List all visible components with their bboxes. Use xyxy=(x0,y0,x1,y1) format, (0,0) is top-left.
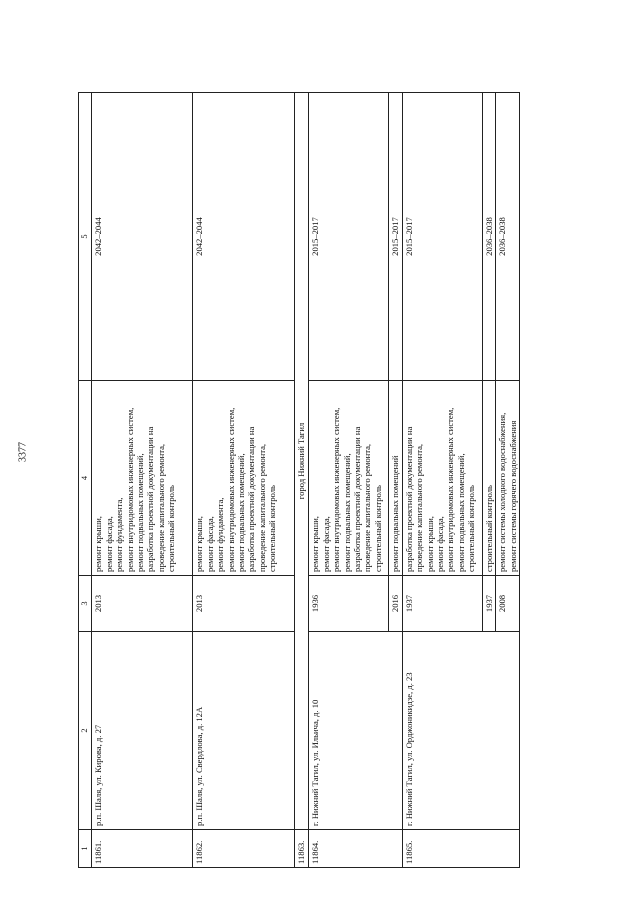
row-works xyxy=(193,381,295,576)
work-line: разработка проектной документации на xyxy=(145,426,156,572)
work-line: ремонт внутридомовых инженерных систем, xyxy=(225,407,236,572)
row-works: строительный контроль xyxy=(482,381,495,576)
work-line: ремонт системы горячего водоснабжения xyxy=(507,420,518,572)
document-table-area xyxy=(78,93,542,868)
work-line: ремонт крыши, xyxy=(424,516,435,572)
work-line: ремонт внутридомовых инженерных систем, xyxy=(445,407,456,572)
row-period: 2042–2044 xyxy=(92,93,193,381)
work-line: ремонт системы холодного водоснабжения, xyxy=(497,412,508,572)
work-line: ремонт фасада, xyxy=(320,516,331,572)
row-year: 2016 xyxy=(389,576,402,632)
table-row-city xyxy=(295,93,309,868)
work-line: ремонт фасада, xyxy=(204,516,215,572)
work-line: ремонт внутридомовых инженерных систем, xyxy=(331,407,342,572)
row-period: 2015–2017 xyxy=(389,93,402,381)
work-line: строительный контроль xyxy=(372,485,383,572)
work-line: ремонт фундамента, xyxy=(114,497,125,572)
row-period: 2015–2017 xyxy=(402,93,482,381)
work-line: строительный контроль xyxy=(267,485,278,572)
row-works xyxy=(92,381,193,576)
header-col-1: 1 xyxy=(79,830,92,868)
header-col-3: 3 xyxy=(79,576,92,632)
row-year: 2013 xyxy=(193,576,295,632)
row-works xyxy=(309,381,389,576)
row-period: 2015–2017 xyxy=(309,93,389,381)
work-line: строительный контроль xyxy=(166,485,177,572)
work-line: проведение капитального ремонта, xyxy=(256,443,267,572)
row-number: 11865. xyxy=(402,830,519,868)
rotated-table-container xyxy=(78,93,542,868)
header-row xyxy=(79,93,92,868)
row-year: 1937 xyxy=(482,576,495,632)
row-address: г. Нижний Тагил, ул. Ильича, д. 10 xyxy=(309,632,402,830)
row-address: г. Нижний Тагил, ул. Орджоникидзе, д. 23 xyxy=(402,632,519,830)
row-number: 11861. xyxy=(92,830,193,868)
row-year: 1937 xyxy=(402,576,482,632)
work-line: разработка проектной документации на xyxy=(352,426,363,572)
row-period: 2042–2044 xyxy=(193,93,295,381)
work-line: ремонт крыши, xyxy=(93,516,104,572)
page-number: 3377 xyxy=(17,442,29,462)
work-line: проведение капитального ремонта, xyxy=(362,443,373,572)
work-line: ремонт фасада, xyxy=(435,516,446,572)
work-line: ремонт подвальных помещений, xyxy=(341,453,352,572)
row-period: 2036–2038 xyxy=(496,93,520,381)
header-col-4: 4 xyxy=(79,381,92,576)
row-address: р.п. Шаля, ул. Кирова, д. 27 xyxy=(92,632,193,830)
header-col-2: 2 xyxy=(79,632,92,830)
work-line: ремонт фундамента, xyxy=(215,497,226,572)
table-row xyxy=(402,93,482,868)
row-number: 11864. xyxy=(309,830,402,868)
work-line: ремонт крыши, xyxy=(310,516,321,572)
work-line: ремонт подвальных помещений, xyxy=(455,453,466,572)
capital-repair-table xyxy=(78,92,520,868)
work-line: ремонт фасада, xyxy=(103,516,114,572)
work-line: разработка проектной документации на xyxy=(403,426,414,572)
table-row xyxy=(193,93,295,868)
work-line: проведение капитального ремонта, xyxy=(155,443,166,572)
work-line: разработка проектной документации на xyxy=(246,426,257,572)
work-line: ремонт подвальных помещений, xyxy=(135,453,146,572)
row-works: ремонт подвальных помещений xyxy=(389,381,402,576)
row-period: 2036–2038 xyxy=(482,93,495,381)
row-year: 2008 xyxy=(496,576,520,632)
work-line: ремонт внутридомовых инженерных систем, xyxy=(124,407,135,572)
row-works xyxy=(402,381,482,576)
work-line: строительный контроль xyxy=(466,485,477,572)
work-line: ремонт крыши, xyxy=(194,516,205,572)
row-year: 1936 xyxy=(309,576,389,632)
row-number: 11863. xyxy=(295,830,309,868)
work-line: проведение капитального ремонта, xyxy=(414,443,425,572)
row-works xyxy=(496,381,520,576)
header-col-5: 5 xyxy=(79,93,92,381)
row-number: 11862. xyxy=(193,830,295,868)
table-row xyxy=(309,93,389,868)
city-heading: город Нижний Тагил xyxy=(295,93,309,830)
table-row xyxy=(92,93,193,868)
row-address: р.п. Шаля, ул. Свердлова, д. 12А xyxy=(193,632,295,830)
row-year: 2013 xyxy=(92,576,193,632)
work-line: ремонт подвальных помещений, xyxy=(236,453,247,572)
